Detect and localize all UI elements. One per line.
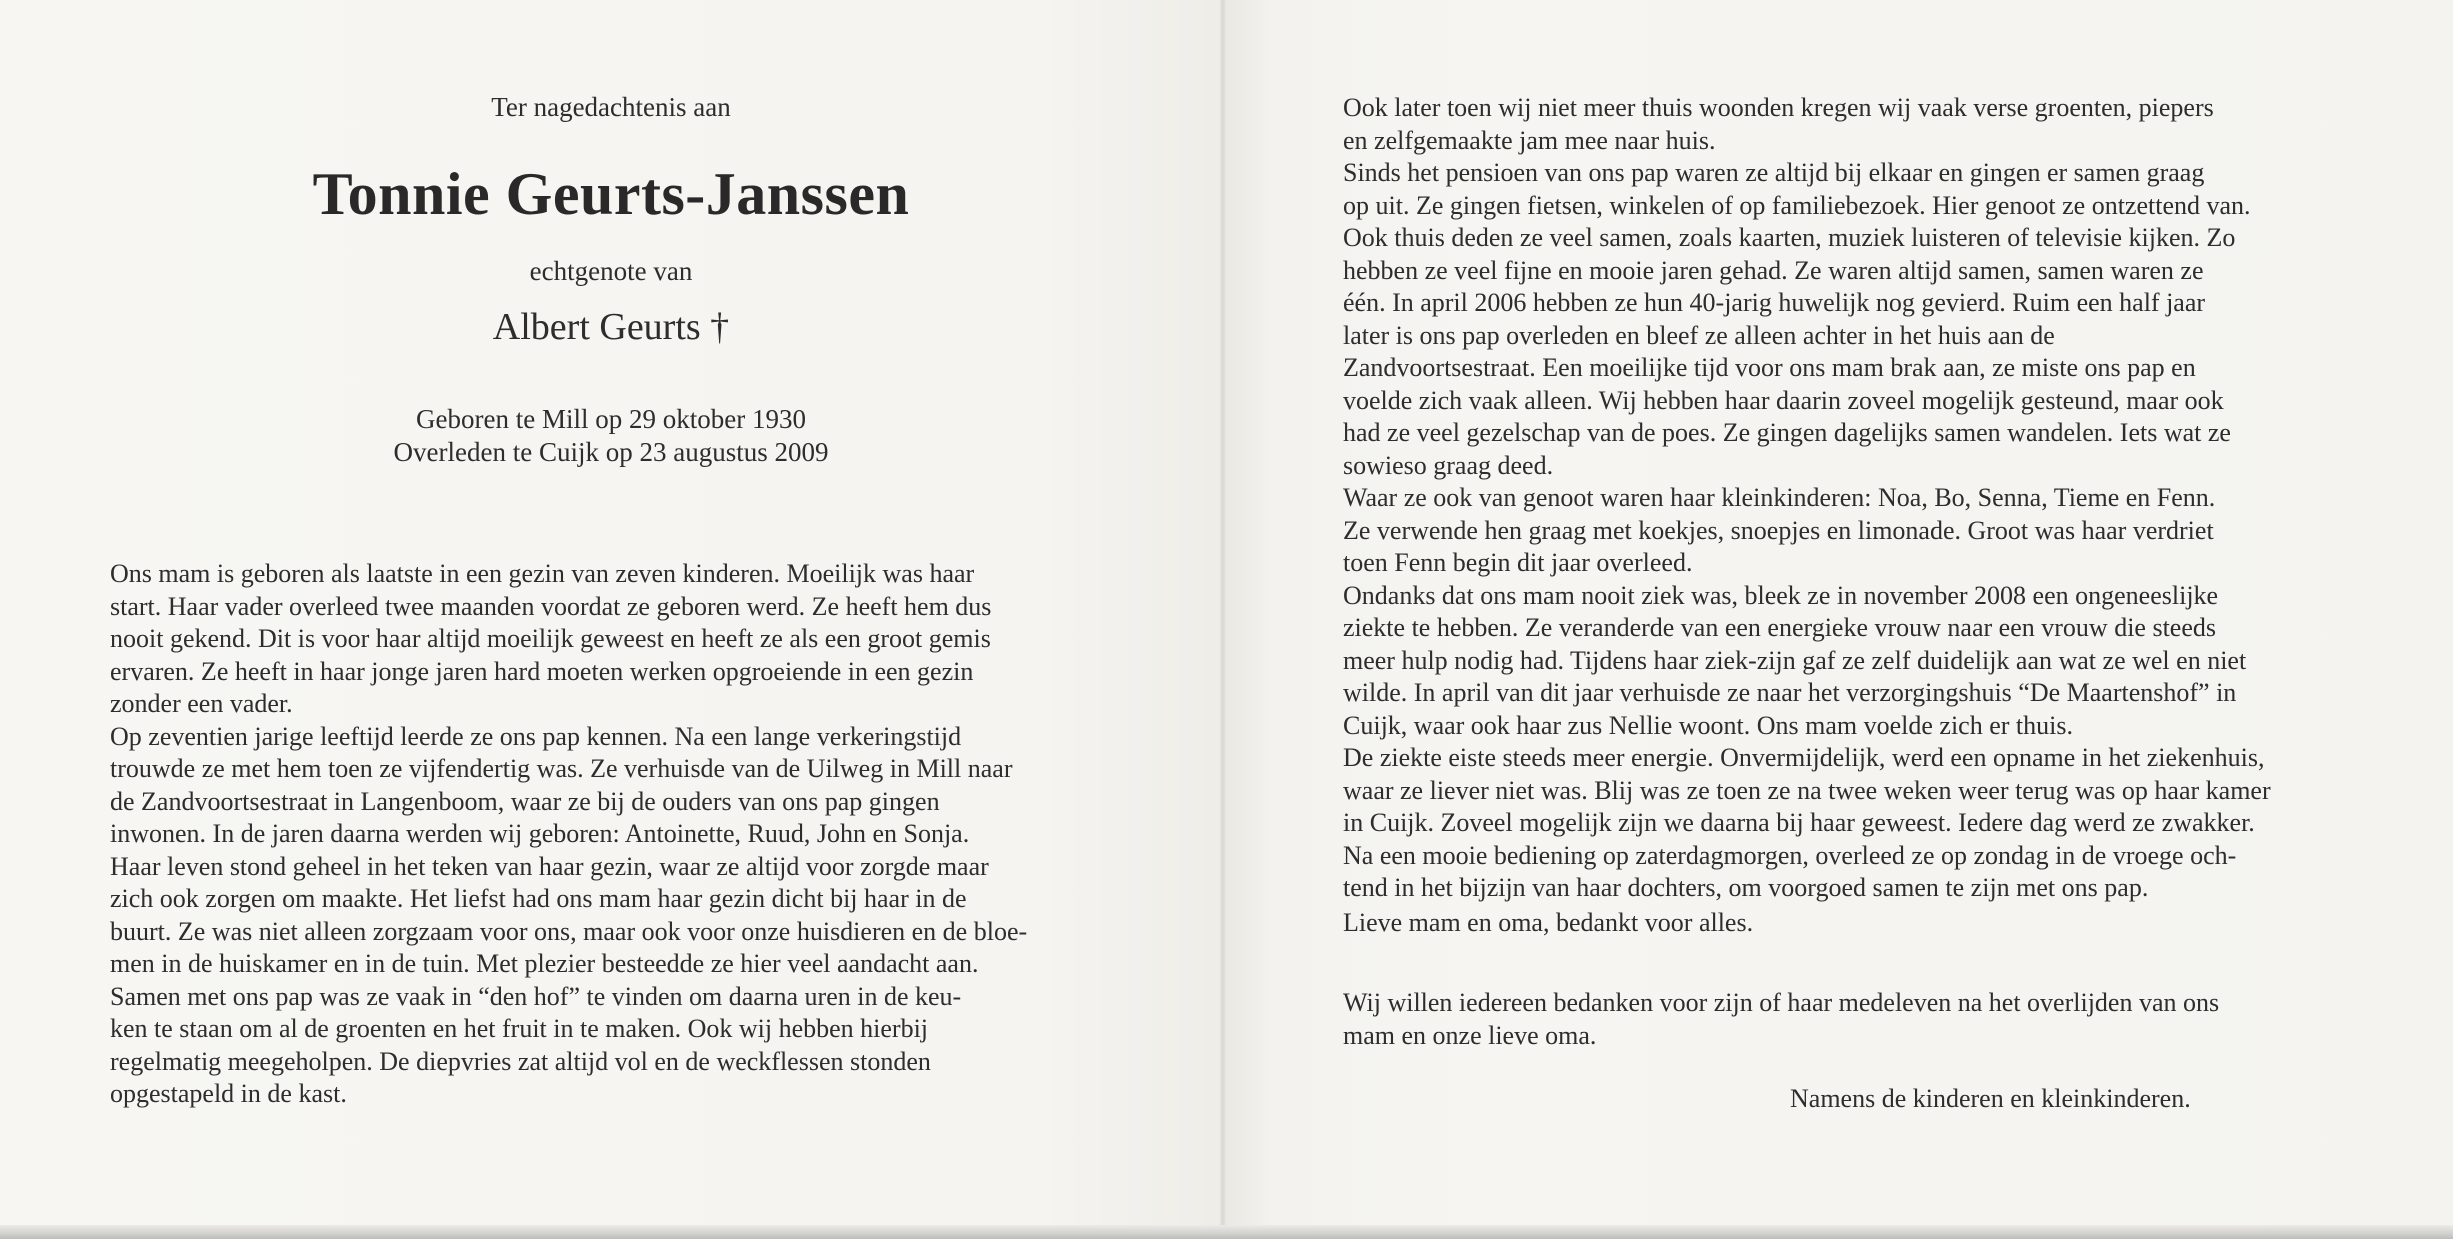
text-line: op uit. Ze gingen fietsen, winkelen of op familiebezoek. Hier genoot ze ontzettend van.	[1343, 190, 2251, 220]
signature-line: Namens de kinderen en kleinkinderen.	[1790, 1084, 2191, 1113]
farewell-line: Lieve mam en oma, bedankt voor alles.	[1343, 908, 1754, 937]
relation-label: echtgenote van	[529, 256, 693, 286]
text-line: Ze verwende hen graag met koekjes, snoepjes en limonade. Groot was haar verdriet	[1343, 515, 2214, 545]
text-line: opgestapeld in de kast.	[110, 1079, 347, 1108]
text-line: later is ons pap overleden en bleef ze alleen achter in het huis aan de	[1343, 320, 2055, 350]
text-line: de Zandvoortsestraat in Langenboom, waar ze bij de ouders van ons pap gingen	[110, 786, 940, 816]
deceased-name: Tonnie Geurts-Janssen	[312, 161, 910, 227]
text-line: Waar ze ook van genoot waren haar kleinkinderen: Noa, Bo, Senna, Tieme en Fenn.	[1343, 483, 2216, 512]
text-line: De ziekte eiste steeds meer energie. Onvermijdelijk, werd een opname in het ziekenhuis,	[1343, 743, 2265, 772]
text-line: in Cuijk. Zoveel mogelijk zijn we daarna bij haar geweest. Iedere dag werd ze zwakker.	[1343, 808, 2255, 837]
text-line: Cuijk, waar ook haar zus Nellie woont. Ons mam voelde zich er thuis.	[1343, 710, 2073, 740]
text-line: toen Fenn begin dit jaar overleed.	[1343, 548, 1693, 577]
text-line: voelde zich vaak alleen. Wij hebben haar daarin zoveel mogelijk gesteund, maar ook	[1343, 385, 2224, 415]
text-line: regelmatig meegeholpen. De diepvries zat altijd vol en de weckflessen stonden	[110, 1046, 931, 1076]
text-line: Ook later toen wij niet meer thuis woonden kregen wij vaak verse groenten, piepers	[1343, 93, 2214, 122]
text-line: Samen met ons pap was ze vaak in “den hof” te vinden om daarna uren in de keu-	[110, 981, 962, 1011]
text-line: Ook thuis deden ze veel samen, zoals kaarten, muziek luisteren of televisie kijken. Zo	[1343, 223, 2236, 252]
left-body-text	[110, 558, 1110, 1111]
text-line: nooit gekend. Dit is voor haar altijd moeilijk geweest en heeft ze als een groot gemis	[110, 624, 991, 653]
text-line: één. In april 2006 hebben ze hun 40-jarig huwelijk nog gevierd. Ruim een half jaar	[1343, 288, 2206, 317]
birth-line: Geboren te Mill op 29 oktober 1930	[416, 404, 806, 434]
text-line: inwonen. In de jaren daarna werden wij geboren: Antoinette, Ruud, John en Sonja.	[110, 819, 970, 848]
text-line: Op zeventien jarige leeftijd leerde ze ons pap kennen. Na een lange verkeringstijd	[110, 721, 962, 751]
text-line: zonder een vader.	[110, 689, 293, 718]
text-line: Haar leven stond geheel in het teken van haar gezin, waar ze altijd voor zorgde maar	[110, 851, 989, 881]
text-line: ervaren. Ze heeft in haar jonge jaren hard moeten werken opgroeiende in een gezin	[110, 656, 974, 686]
text-line: Zandvoortsestraat. Een moeilijke tijd voor ons mam brak aan, ze miste ons pap en	[1343, 353, 2196, 382]
text-line: wilde. In april van dit jaar verhuisde ze naar het verzorgingshuis “De Maartenshof” in	[1343, 678, 2237, 707]
text-line: Ons mam is geboren als laatste in een gezin van zeven kinderen. Moeilijk was haar	[110, 559, 975, 588]
text-line: ziekte te hebben. Ze veranderde van een energieke vrouw naar een vrouw die steeds	[1343, 613, 2216, 642]
text-line: tend in het bijzijn van haar dochters, om voorgoed samen te zijn met ons pap.	[1343, 873, 2149, 902]
death-line: Overleden te Cuijk op 23 augustus 2009	[393, 437, 829, 467]
text-line: hebben ze veel fijne en mooie jaren gehad. Ze waren altijd samen, samen waren ze	[1343, 255, 2204, 285]
text-line: waar ze liever niet was. Blij was ze toen ze na twee weken weer terug was op haar kamer	[1343, 775, 2271, 805]
text-line: Ondanks dat ons mam nooit ziek was, bleek ze in november 2008 een ongeneeslijke	[1343, 580, 2219, 610]
text-line: Na een mooie bediening op zaterdagmorgen, overleed ze op zondag in de vroege och-	[1343, 840, 2237, 870]
text-line: Wij willen iedereen bedanken voor zijn of haar medeleven na het overlijden van ons	[1343, 988, 2220, 1017]
thanks-text	[1343, 987, 2353, 1052]
text-line: zich ook zorgen om maakte. Het liefst had ons mam haar gezin dicht bij haar in de	[110, 884, 967, 913]
memorial-intro: Ter nagedachtenis aan	[491, 92, 731, 122]
text-line: ken te staan om al de groenten en het fruit in te maken. Ook wij hebben hierbij	[110, 1014, 929, 1043]
text-line: sowieso graag deed.	[1343, 450, 1554, 480]
text-line: mam en onze lieve oma.	[1343, 1020, 1597, 1050]
text-line: Sinds het pensioen van ons pap waren ze altijd bij elkaar en gingen er samen graag	[1343, 158, 2205, 187]
card-bottom-edge	[0, 1225, 2453, 1239]
text-line: men in de huiskamer en in de tuin. Met plezier besteedde ze hier veel aandacht aan.	[110, 949, 979, 978]
right-body-text	[1343, 92, 2353, 905]
text-line: trouwde ze met hem toen ze vijfendertig was. Ze verhuisde van de Uilweg in Mill naar	[110, 754, 1013, 783]
spouse-name: Albert Geurts †	[492, 306, 730, 348]
text-line: buurt. Ze was niet alleen zorgzaam voor ons, maar ook voor onze huisdieren en de bloe-	[110, 916, 1028, 946]
text-line: had ze veel gezelschap van de poes. Ze gingen dagelijks samen wandelen. Iets wat ze	[1343, 418, 2231, 447]
text-line: en zelfgemaakte jam mee naar huis.	[1343, 125, 1716, 155]
text-line: start. Haar vader overleed twee maanden voordat ze geboren werd. Ze heeft hem dus	[110, 591, 992, 621]
text-line: meer hulp nodig had. Tijdens haar ziek-zijn gaf ze zelf duidelijk aan wat ze wel en niet	[1343, 645, 2247, 675]
